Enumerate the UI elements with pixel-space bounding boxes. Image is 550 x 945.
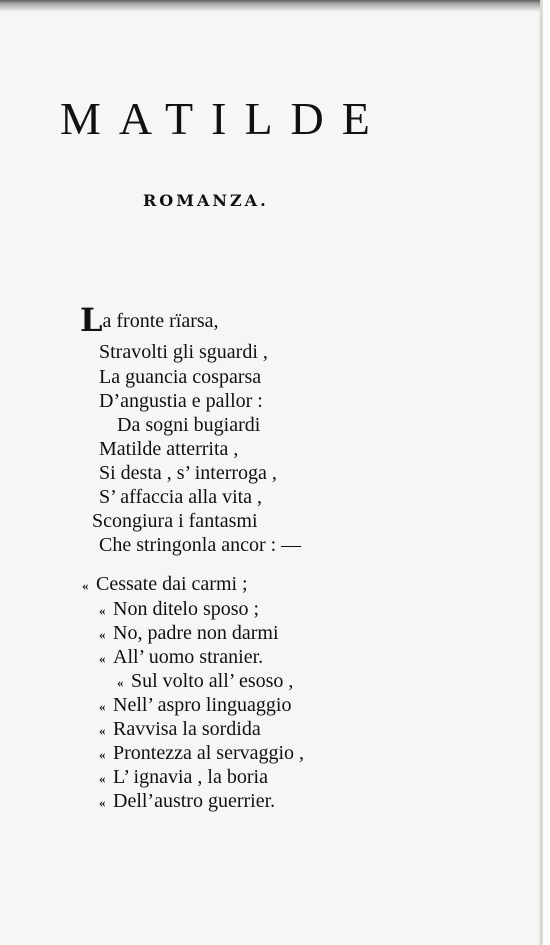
guillemet: « (99, 771, 106, 786)
guillemet: « (99, 603, 106, 618)
guillemet: « (99, 795, 106, 810)
poem-subtitle: ROMANZA. (143, 191, 269, 210)
poem-line-text: Dell’austro guerrier. (113, 790, 276, 812)
poem-line: Matilde atterrita , (99, 438, 239, 460)
guillemet: « (99, 651, 106, 666)
poem-line (99, 621, 279, 647)
poem-line (99, 645, 263, 671)
poem-line (99, 765, 268, 791)
poem-line: D’angustia e pallor : (99, 390, 263, 412)
poem-line: Da sogni bugiardi (117, 414, 261, 436)
poem-line (117, 669, 293, 695)
poem-line-text: All’ uomo stranier. (113, 646, 264, 668)
poem-line (99, 717, 261, 743)
poem-line: Stravolti gli sguardi , (99, 341, 268, 363)
guillemet: « (99, 627, 106, 642)
poem-title: MATILDE (60, 93, 388, 144)
poem-line-text: Sul volto all’ esoso , (131, 670, 294, 692)
poem-line-text: Prontezza al servaggio , (113, 742, 305, 764)
poem-line-text: No, padre non darmi (113, 622, 279, 644)
guillemet: « (117, 675, 124, 690)
poem-line: La guancia cosparsa (99, 366, 262, 388)
poem-line (99, 741, 304, 767)
poem-line (80, 301, 219, 339)
poem-line (82, 572, 248, 598)
poem-line-text: Nell’ aspro linguaggio (113, 694, 292, 716)
drop-cap: L (80, 301, 103, 339)
poem-line: Scongiura i fantasmi (92, 510, 258, 532)
poem-line-text: Ravvisa la sordida (113, 718, 261, 740)
guillemet: « (99, 723, 106, 738)
poem-line: Che stringonla ancor : — (99, 534, 302, 556)
poem-line (99, 789, 275, 815)
poem-line-text: Non ditelo sposo ; (113, 598, 260, 620)
poem-line-text: Cessate dai carmi ; (96, 573, 248, 595)
poem-line (99, 597, 259, 623)
poem-line: Si desta , s’ interroga , (99, 462, 277, 484)
poem-line (99, 693, 291, 719)
guillemet: « (82, 578, 89, 593)
page-top-edge (0, 0, 540, 12)
poem-line-text: L’ ignavia , la boria (113, 766, 268, 788)
guillemet: « (99, 747, 106, 762)
poem-line-text: a fronte rïarsa, (102, 310, 219, 332)
guillemet: « (99, 699, 106, 714)
poem-line: S’ affaccia alla vita , (99, 486, 263, 508)
